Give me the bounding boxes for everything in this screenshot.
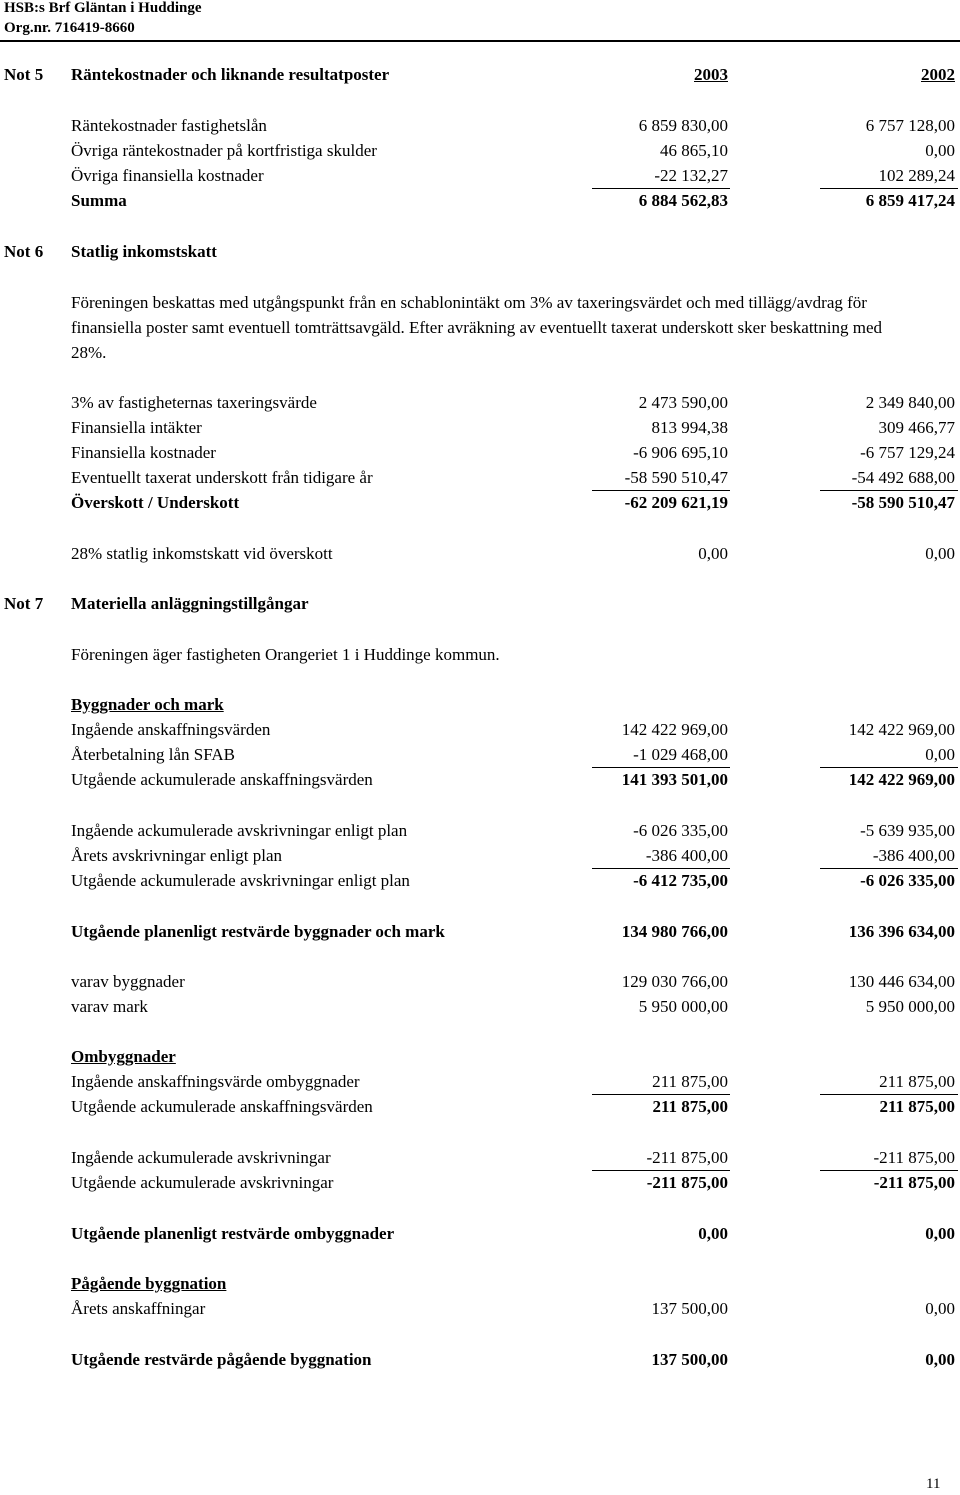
value-2003: -6 412 735,00 xyxy=(633,871,728,890)
value-2002: -5 639 935,00 xyxy=(860,821,955,840)
value-2002: 6 859 417,24 xyxy=(865,191,955,210)
sum-rule xyxy=(592,490,730,491)
sum-row xyxy=(0,1096,960,1118)
table-row xyxy=(0,1147,960,1169)
table-row xyxy=(0,744,960,766)
value-2002: -6 757 129,24 xyxy=(860,443,955,462)
page-number: 11 xyxy=(926,1476,941,1492)
ombyggnader-heading: Ombyggnader xyxy=(71,1047,176,1066)
row-label: varav mark xyxy=(71,997,148,1016)
table-row xyxy=(0,820,960,842)
row-label: Utgående ackumulerade avskrivningar enligt plan xyxy=(71,871,410,890)
value-2002: 142 422 969,00 xyxy=(848,720,955,739)
value-2003: 211 875,00 xyxy=(652,1072,728,1091)
value-2003: 5 950 000,00 xyxy=(638,997,728,1016)
value-2003: 141 393 501,00 xyxy=(621,770,728,789)
value-2003: -58 590 510,47 xyxy=(624,468,728,487)
row-label: Övriga räntekostnader på kortfristiga skulder xyxy=(71,141,377,160)
value-2002: 0,00 xyxy=(925,544,955,563)
row-label: Utgående planenligt restvärde byggnader och mark xyxy=(71,922,445,941)
table-row xyxy=(0,1298,960,1320)
sum-rule xyxy=(592,188,730,189)
row-label: Ingående anskaffningsvärde ombyggnader xyxy=(71,1072,360,1091)
table-row xyxy=(0,392,960,414)
value-2003: 134 980 766,00 xyxy=(621,922,728,941)
sum-rule xyxy=(592,767,730,768)
total-row xyxy=(0,1223,960,1245)
table-row xyxy=(0,971,960,993)
row-label: Räntekostnader fastighetslån xyxy=(71,116,267,135)
table-row xyxy=(0,165,960,187)
table-row xyxy=(0,442,960,464)
row-label: Utgående planenligt restvärde ombyggnader xyxy=(71,1224,395,1243)
total-row xyxy=(0,1349,960,1371)
table-row xyxy=(0,417,960,439)
value-2002: -386 400,00 xyxy=(872,846,955,865)
row-label: Ingående ackumulerade avskrivningar enligt plan xyxy=(71,821,408,840)
sum-rule xyxy=(820,868,958,869)
value-2003: 6 884 562,83 xyxy=(638,191,728,210)
sum-rule xyxy=(592,868,730,869)
sum-rule xyxy=(820,188,958,189)
value-2002: 0,00 xyxy=(925,1350,955,1369)
table-row xyxy=(0,719,960,741)
note-title: Statlig inkomstskatt xyxy=(71,242,217,261)
value-2002: 130 446 634,00 xyxy=(848,972,955,991)
value-2003: 46 865,10 xyxy=(660,141,728,160)
sum-row xyxy=(0,870,960,892)
value-2002: 0,00 xyxy=(925,1224,955,1243)
value-2002: -211 875,00 xyxy=(873,1173,955,1192)
value-2003: 6 859 830,00 xyxy=(638,116,728,135)
row-label: Årets avskrivningar enligt plan xyxy=(71,846,283,865)
note-number: Not 5 xyxy=(4,65,44,84)
sum-rule xyxy=(820,767,958,768)
not6-heading-row xyxy=(0,241,960,263)
value-2003: 142 422 969,00 xyxy=(621,720,728,739)
value-2003: 813 994,38 xyxy=(651,418,728,437)
sum-rule xyxy=(820,1094,958,1095)
value-2002: 102 289,24 xyxy=(878,166,955,185)
intro-text: Föreningen äger fastigheten Orangeriet 1 i Huddinge kommun. xyxy=(71,645,500,664)
row-label: Utgående ackumulerade anskaffningsvärden xyxy=(71,1097,373,1116)
header-rule xyxy=(0,40,960,42)
org-name: HSB:s Brf Gläntan i Huddinge xyxy=(4,0,202,16)
value-2002: 309 466,77 xyxy=(878,418,955,437)
sum-rule xyxy=(820,1170,958,1171)
row-label: Summa xyxy=(71,191,127,210)
note-title: Räntekostnader och liknande resultatposter xyxy=(71,65,390,84)
row-label: Årets anskaffningar xyxy=(71,1299,206,1318)
not5-heading-row xyxy=(0,64,960,86)
section-heading xyxy=(0,1046,960,1068)
byggnader-heading: Byggnader och mark xyxy=(71,695,224,714)
sum-rule xyxy=(820,490,958,491)
value-2002: -54 492 688,00 xyxy=(851,468,955,487)
not7-heading-row xyxy=(0,593,960,615)
value-2003: -211 875,00 xyxy=(646,1173,728,1192)
value-2003: -211 875,00 xyxy=(646,1148,728,1167)
section-heading xyxy=(0,1273,960,1295)
value-2002: 0,00 xyxy=(925,141,955,160)
value-2003: 129 030 766,00 xyxy=(621,972,728,991)
row-label: Överskott / Underskott xyxy=(71,493,240,512)
sum-row xyxy=(0,1172,960,1194)
value-2002: 6 757 128,00 xyxy=(865,116,955,135)
row-label: Utgående restvärde pågående byggnation xyxy=(71,1350,372,1369)
value-2003: 211 875,00 xyxy=(652,1097,728,1116)
sum-row xyxy=(0,190,960,212)
value-2002: 0,00 xyxy=(925,745,955,764)
value-2002: -211 875,00 xyxy=(873,1148,955,1167)
value-2003: 137 500,00 xyxy=(651,1350,728,1369)
value-2003: -386 400,00 xyxy=(645,846,728,865)
value-2003: -6 906 695,10 xyxy=(633,443,728,462)
row-label: Utgående ackumulerade anskaffningsvärden xyxy=(71,770,373,789)
sum-rule xyxy=(592,1094,730,1095)
value-2002: 0,00 xyxy=(925,1299,955,1318)
row-label: Eventuellt taxerat underskott från tidigare år xyxy=(71,468,373,487)
row-label: varav byggnader xyxy=(71,972,185,991)
value-2003: 0,00 xyxy=(698,1224,728,1243)
sum-row xyxy=(0,492,960,514)
row-label: Ingående anskaffningsvärden xyxy=(71,720,271,739)
value-2003: -1 029 468,00 xyxy=(633,745,728,764)
note-title: Materiella anläggningstillgångar xyxy=(71,594,309,613)
sum-row xyxy=(0,769,960,791)
property-intro xyxy=(0,644,960,666)
value-2002: 211 875,00 xyxy=(879,1072,955,1091)
section-heading xyxy=(0,694,960,716)
row-label: Finansiella intäkter xyxy=(71,418,202,437)
value-2002: 2 349 840,00 xyxy=(865,393,955,412)
value-2003: -62 209 621,19 xyxy=(624,493,728,512)
year-column-b: 2002 xyxy=(921,65,955,84)
table-row xyxy=(0,543,960,565)
table-row xyxy=(0,140,960,162)
table-row xyxy=(0,1071,960,1093)
row-label: Övriga finansiella kostnader xyxy=(71,166,264,185)
value-2002: 142 422 969,00 xyxy=(848,770,955,789)
value-2002: 136 396 634,00 xyxy=(848,922,955,941)
note-number: Not 7 xyxy=(4,594,44,613)
value-2003: 2 473 590,00 xyxy=(638,393,728,412)
value-2002: -58 590 510,47 xyxy=(851,493,955,512)
value-2002: 5 950 000,00 xyxy=(865,997,955,1016)
value-2002: 211 875,00 xyxy=(879,1097,955,1116)
row-label: Utgående ackumulerade avskrivningar xyxy=(71,1173,334,1192)
year-column-a: 2003 xyxy=(694,65,728,84)
value-2003: -22 132,27 xyxy=(654,166,728,185)
value-2003: 137 500,00 xyxy=(651,1299,728,1318)
row-label: Återbetalning lån SFAB xyxy=(71,745,235,764)
note-number: Not 6 xyxy=(4,242,44,261)
row-label: Ingående ackumulerade avskrivningar xyxy=(71,1148,331,1167)
value-2003: -6 026 335,00 xyxy=(633,821,728,840)
row-label: 28% statlig inkomstskatt vid överskott xyxy=(71,544,333,563)
table-row xyxy=(0,115,960,137)
table-row xyxy=(0,467,960,489)
value-2003: 0,00 xyxy=(698,544,728,563)
sum-rule xyxy=(592,1170,730,1171)
value-2002: -6 026 335,00 xyxy=(860,871,955,890)
row-label: 3% av fastigheternas taxeringsvärde xyxy=(71,393,317,412)
table-row xyxy=(0,845,960,867)
tax-paragraph: Föreningen beskattas med utgångspunkt från en schablonintäkt om 3% av taxeringsvärdet och med tillägg/avdrag för finansiella poster samt eventuell tomträttsavgäld. Efter avräkning av eventuellt taxerat underskott sker beskattning med 28%. xyxy=(71,293,883,362)
table-row xyxy=(0,996,960,1018)
org-number: Org.nr. 716419-8660 xyxy=(4,20,135,36)
total-row xyxy=(0,921,960,943)
row-label: Finansiella kostnader xyxy=(71,443,216,462)
pagaende-heading: Pågående byggnation xyxy=(71,1274,227,1293)
